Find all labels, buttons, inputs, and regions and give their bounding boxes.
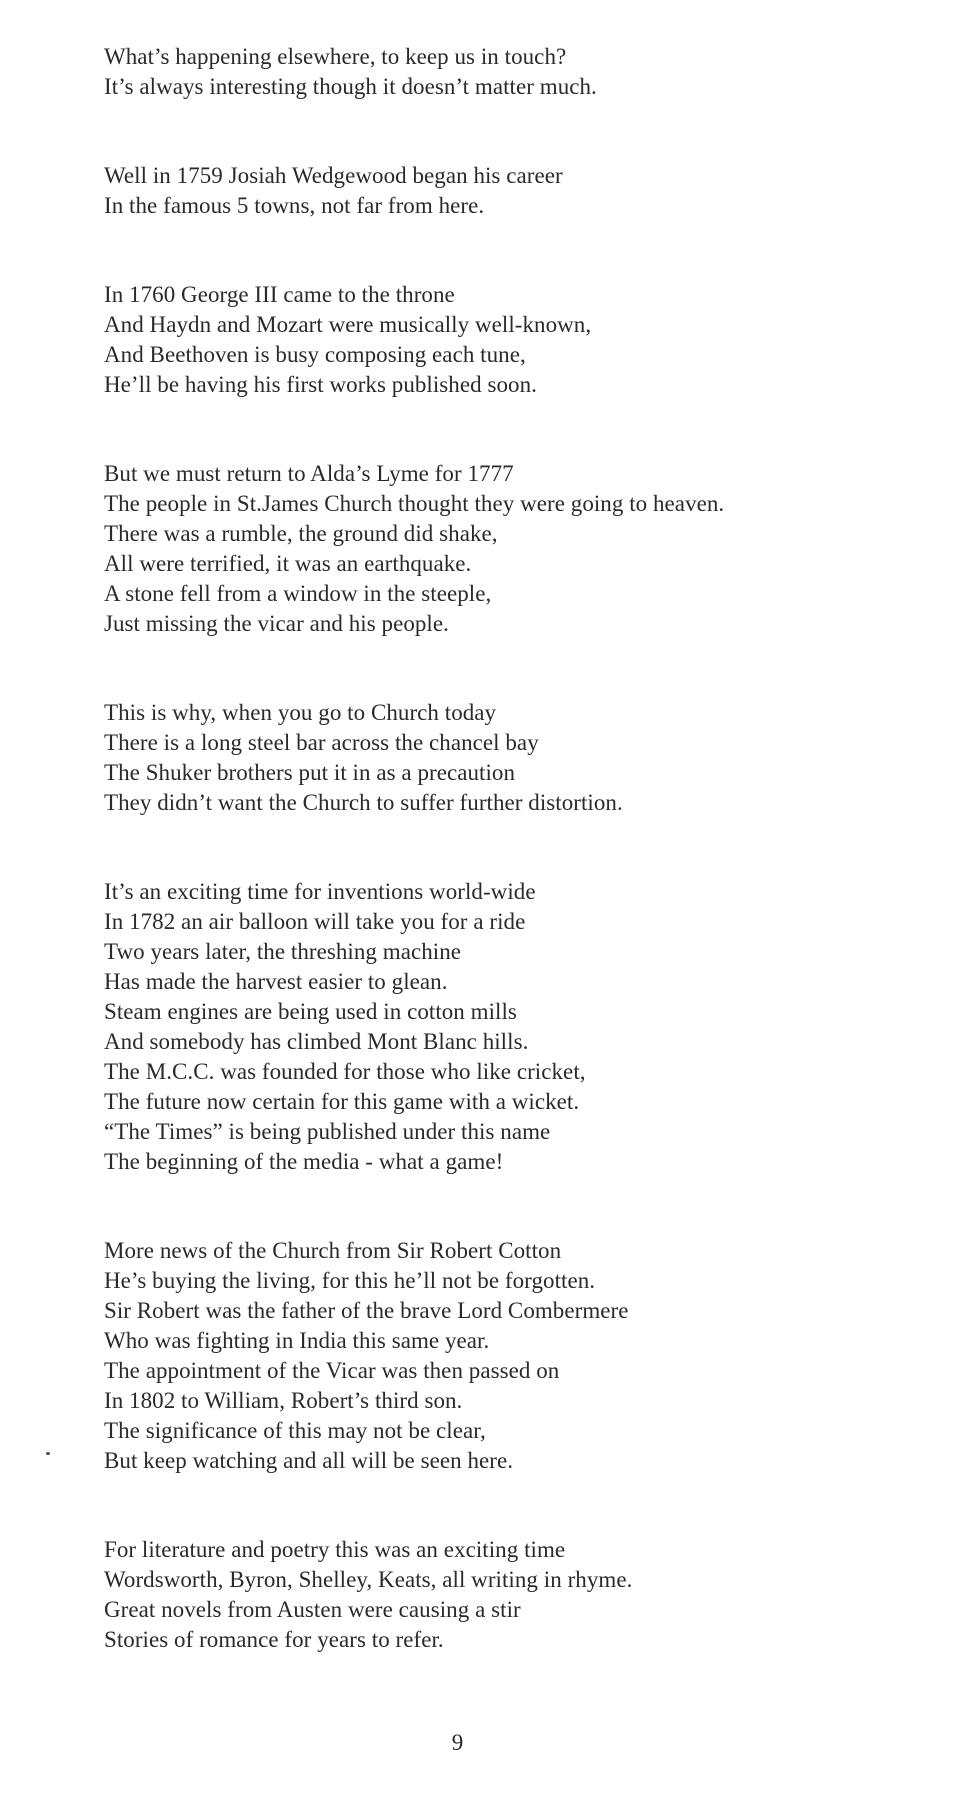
poem-line: It’s an exciting time for inventions world-wide [104, 879, 536, 904]
poem-body [104, 42, 944, 1714]
poem-line: What’s happening elsewhere, to keep us in touch? [104, 44, 567, 69]
page-number: 9 [451, 1730, 464, 1755]
stanza [104, 459, 944, 639]
stanza [104, 698, 944, 818]
poem-line: He’s buying the living, for this he’ll not be forgotten. [104, 1268, 596, 1293]
poem-line: This is why, when you go to Church today [104, 700, 497, 725]
stanza [104, 877, 944, 1177]
scan-speck [46, 1452, 50, 1455]
poem-line: Who was fighting in India this same year. [104, 1328, 490, 1353]
poem-line: Just missing the vicar and his people. [104, 611, 449, 636]
poem-line: Stories of romance for years to refer. [104, 1627, 444, 1652]
poem-line: Two years later, the threshing machine [104, 939, 462, 964]
poem-line: And Beethoven is busy composing each tune, [104, 342, 526, 367]
poem-line: The Shuker brothers put it in as a precaution [104, 760, 516, 785]
poem-line: “The Times” is being published under this name [104, 1119, 551, 1144]
poem-line: In the famous 5 towns, not far from here. [104, 193, 485, 218]
stanza [104, 161, 944, 221]
poem-line: The future now certain for this game with a wicket. [104, 1089, 580, 1114]
poem-line: They didn’t want the Church to suffer further distortion. [104, 790, 623, 815]
poem-line: Sir Robert was the father of the brave Lord Combermere [104, 1298, 629, 1323]
poem-line: More news of the Church from Sir Robert Cotton [104, 1238, 562, 1263]
poem-line: For literature and poetry this was an exciting time [104, 1537, 566, 1562]
poem-line: Great novels from Austen were causing a stir [104, 1597, 521, 1622]
poem-line: In 1760 George III came to the throne [104, 282, 455, 307]
poem-line: All were terrified, it was an earthquake. [104, 551, 472, 576]
poem-line: The M.C.C. was founded for those who like cricket, [104, 1059, 586, 1084]
poem-line: In 1802 to William, Robert’s third son. [104, 1388, 463, 1413]
poem-line: The significance of this may not be clear, [104, 1418, 486, 1443]
poem-line: He’ll be having his first works published soon. [104, 372, 537, 397]
poem-line: It’s always interesting though it doesn’t matter much. [104, 74, 597, 99]
poem-line: Well in 1759 Josiah Wedgewood began his career [104, 163, 563, 188]
poem-line: The beginning of the media - what a game! [104, 1149, 504, 1174]
stanza [104, 280, 944, 400]
poem-line: A stone fell from a window in the steeple, [104, 581, 492, 606]
poem-line: Steam engines are being used in cotton mills [104, 999, 517, 1024]
poem-line: There was a rumble, the ground did shake, [104, 521, 498, 546]
poem-line: Has made the harvest easier to glean. [104, 969, 448, 994]
poem-line: The appointment of the Vicar was then passed on [104, 1358, 560, 1383]
poem-line: Wordsworth, Byron, Shelley, Keats, all writing in rhyme. [104, 1567, 633, 1592]
stanza [104, 1236, 944, 1476]
stanza [104, 42, 944, 102]
poem-line: There is a long steel bar across the chancel bay [104, 730, 539, 755]
poem-line: But we must return to Alda’s Lyme for 1777 [104, 461, 514, 486]
poem-line: And somebody has climbed Mont Blanc hills. [104, 1029, 529, 1054]
poem-line: In 1782 an air balloon will take you for a ride [104, 909, 526, 934]
stanza [104, 1535, 944, 1655]
poem-line: And Haydn and Mozart were musically well-known, [104, 312, 592, 337]
poem-line: The people in St.James Church thought they were going to heaven. [104, 491, 725, 516]
poem-line: But keep watching and all will be seen here. [104, 1448, 514, 1473]
